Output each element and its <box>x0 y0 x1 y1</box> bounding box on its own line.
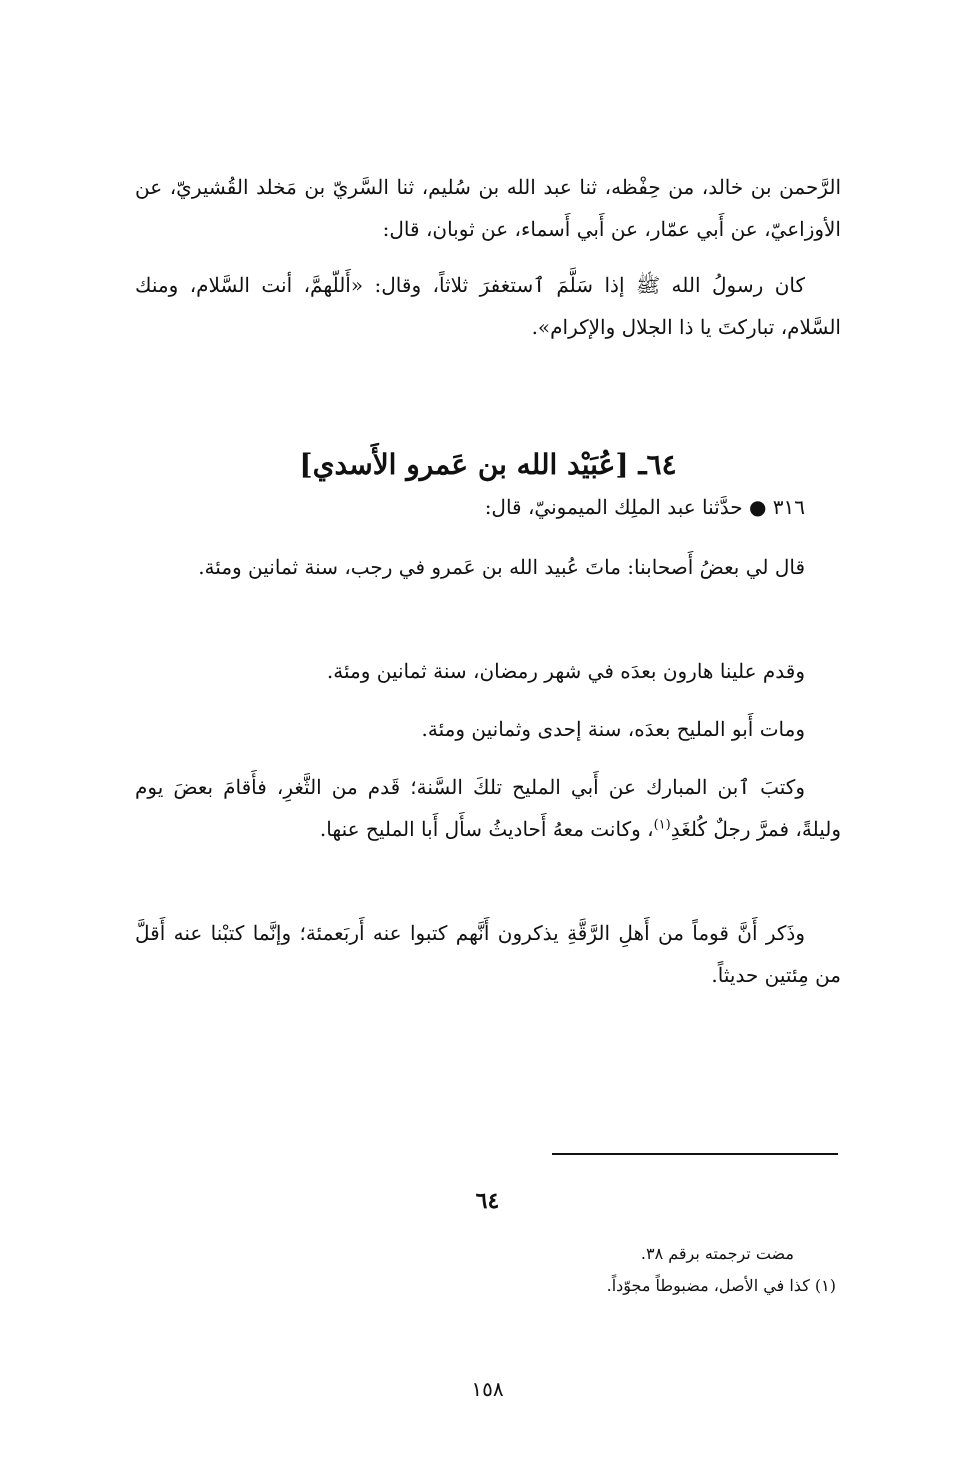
section-number: ٦٤ <box>475 1188 500 1214</box>
entry-line-316: ٣١٦ ● حدَّثنا عبد الملِك الميمونيّ، قال: <box>484 495 805 519</box>
paragraph-ibn-al-mubarak <box>135 766 841 850</box>
paragraph-abu-al-malih: ومات أَبو المليح بعدَه، سنة إحدى وثمانين ومئة. <box>421 717 805 741</box>
footnotes <box>416 1238 836 1302</box>
paragraph-text-part1: وكتبَ ٱبن المبارك عن أَبي المليح تلكَ السَّنة؛ قَدم من الثَّغرِ، فأَقامَ بعضَ يوم وليلةً، فمرَّ رجلٌ كُلغَدِ <box>135 775 841 841</box>
paragraph-text-part2: ، وكانت معهُ أَحاديثُ سأَل أَبا المليح عنها. <box>319 817 654 841</box>
paragraph-death-ubaydullah: قال لي بعضُ أَصحابنا: ماتَ عُبيد الله بن عَمرو في رجب، سنة ثمانين ومئة. <box>198 555 805 579</box>
paragraph-isnad: الرَّحمن بن خالد، من حِفْظه، ثنا عبد الله بن سُليم، ثنا السَّريّ بن مَخلد القُشيريّ، عن الأوزاعيّ، عن أَبي عمّار، عن أَبي أَسماء، عن ثوبان، قال: <box>135 175 841 241</box>
paragraph-hadith: كان رسولُ الله ﷺ إذا سَلَّمَ ٱستغفرَ ثلاثاً، وقال: «أَللّهمَّ، أنت السَّلام، ومنك السَّلام، تباركتَ يا ذا الجلال والإكرام». <box>135 273 841 339</box>
footnote-line-2: (١) كذا في الأصل، مضبوطاً مجوّداً. <box>606 1276 836 1295</box>
paragraph-harun: وقدم علينا هارون بعدَه في شهر رمضان، سنة ثمانين ومئة. <box>326 659 805 683</box>
page-number: ١٥٨ <box>471 1377 504 1401</box>
paragraph-raqqa: وذَكر أَنَّ قوماً من أَهلِ الرَّقَّةِ يذكرون أَنَّهم كتبوا عنه أَربَعمئة؛ وإنَّما كتبْنا عنه أَقلَّ من مِئتين حديثاً. <box>135 921 841 987</box>
footnote-divider <box>552 1153 838 1155</box>
footnote-line-1: مضت ترجمته برقم ٣٨. <box>640 1244 794 1263</box>
section-heading: ٦٤ـ [عُبَيْد الله بن عَمرو الأَسدي] <box>299 448 677 482</box>
footnote-marker: (١) <box>653 817 671 833</box>
